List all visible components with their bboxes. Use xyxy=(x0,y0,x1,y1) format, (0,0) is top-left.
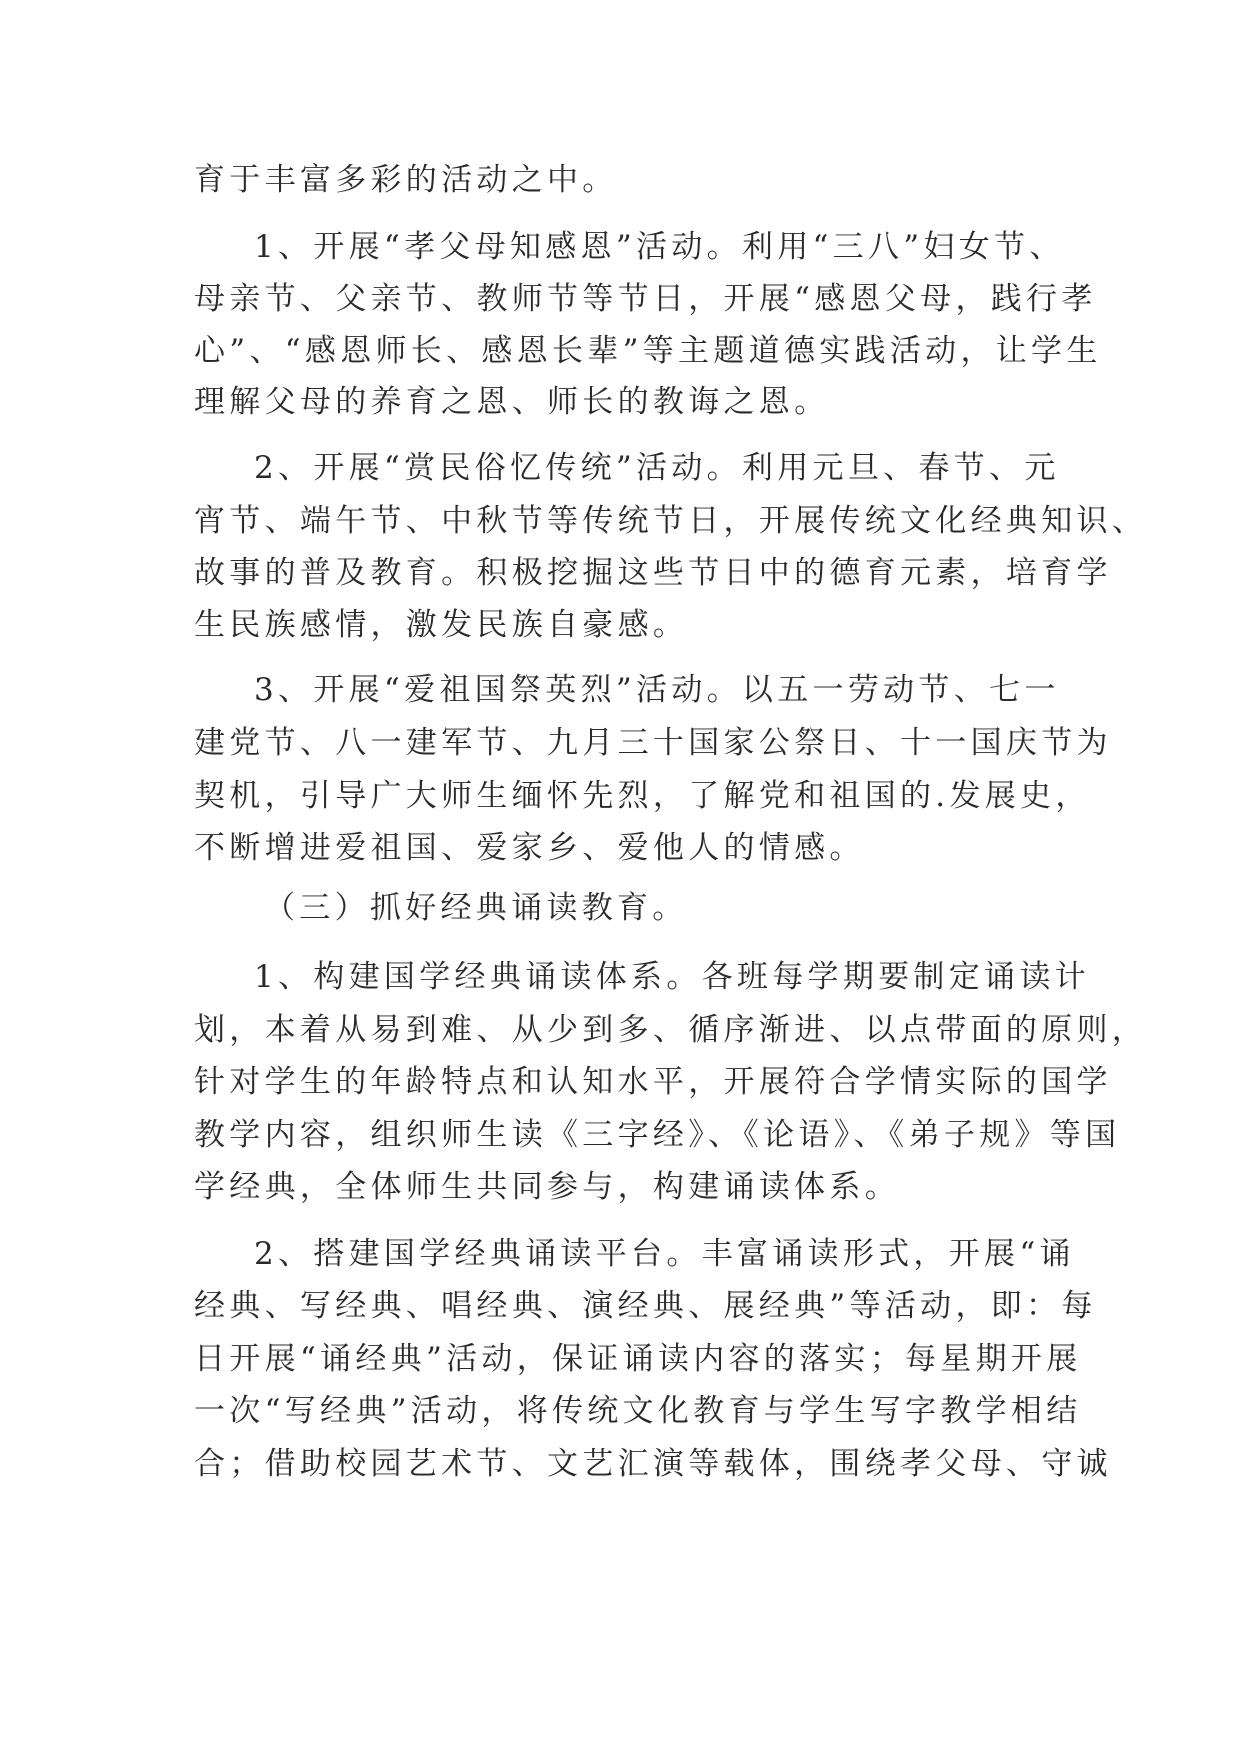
text-line: 1、开展“孝父母知感恩”活动。利用“三八”妇女节、 xyxy=(254,229,1065,265)
text-line: 母亲节、父亲节、教师节等节日，开展“感恩父母，践行孝 xyxy=(194,281,1097,317)
text-line: 理解父母的养育之恩、师长的教诲之恩。 xyxy=(194,384,830,420)
text-line: 一次“写经典”活动，将传统文化教育与学生写字教学相结 xyxy=(194,1393,1082,1429)
text-line: 经典、写经典、唱经典、演经典、展经典”等活动，即：每 xyxy=(194,1288,1097,1324)
text-line: 合；借助校园艺术节、文艺汇演等载体，围绕孝父母、守诚 xyxy=(194,1446,1112,1482)
text-line: 学经典，全体师生共同参与，构建诵读体系。 xyxy=(194,1169,900,1205)
text-line: 契机，引导广大师生缅怀先烈，了解党和祖国的.发展史， xyxy=(194,778,1091,814)
text-line: 日开展“诵经典”活动，保证诵读内容的落实；每星期开展 xyxy=(194,1341,1082,1377)
text-line: 划，本着从易到难、从少到多、循序渐进、以点带面的原则， xyxy=(194,1012,1148,1048)
text-line: 不断增进爱祖国、爱家乡、爱他人的情感。 xyxy=(194,830,865,866)
text-line: 育于丰富多彩的活动之中。 xyxy=(194,162,618,198)
text-line: 3、开展“爱祖国祭英烈”活动。以五一劳动节、七一 xyxy=(254,672,1060,708)
text-line: 2、开展“赏民俗忆传统”活动。利用元旦、春节、元 xyxy=(254,450,1060,486)
text-line: 宵节、端午节、中秋节等传统节日，开展传统文化经典知识、 xyxy=(194,503,1148,539)
text-line: 针对学生的年龄特点和认知水平，开展符合学情实际的国学 xyxy=(194,1064,1112,1100)
section-heading: （三）抓好经典诵读教育。 xyxy=(264,890,688,926)
text-line: 2、搭建国学经典诵读平台。丰富诵读形式，开展“诵 xyxy=(254,1236,1075,1272)
text-line: 生民族感情，激发民族自豪感。 xyxy=(194,607,689,643)
text-line: 1、构建国学经典诵读体系。各班每学期要制定诵读计 xyxy=(254,959,1090,995)
text-line: 故事的普及教育。积极挖掘这些节日中的德育元素，培育学 xyxy=(194,555,1112,591)
text-line: 教学内容，组织师生读《三字经》、《论语》、《弟子规》等国 xyxy=(194,1117,1121,1153)
text-line: 心”、“感恩师长、感恩长辈”等主题道德实践活动，让学生 xyxy=(194,333,1102,369)
text-line: 建党节、八一建军节、九月三十国家公祭日、十一国庆节为 xyxy=(194,725,1112,761)
